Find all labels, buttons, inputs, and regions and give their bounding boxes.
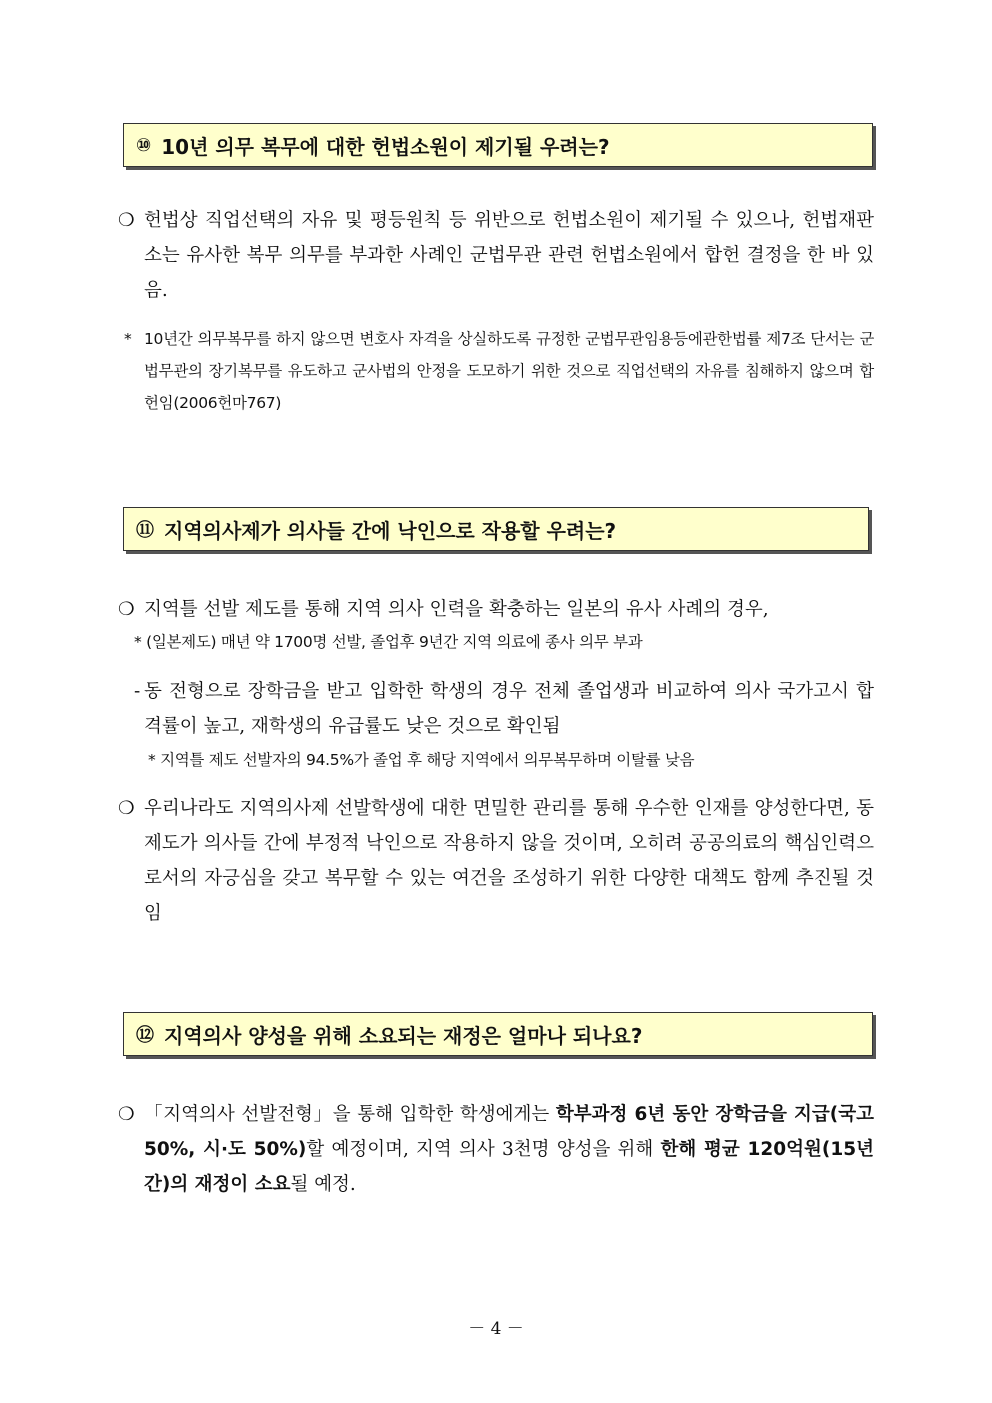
intro-paragraph	[118, 592, 874, 627]
dash-footnote	[148, 744, 874, 776]
funding-highlight-budget: 한해 평균 120억원(15년 간)의 재정이 소요	[144, 1139, 874, 1195]
section-number: ⑫	[136, 1025, 154, 1046]
question-box-11	[123, 507, 869, 551]
conclusion-text: 우리나라도 지역의사제 선발학생에 대한 면밀한 관리를 통해 우수한 인재를 양성한다면, 동 제도가 의사들 간에 부정적 낙인으로 작용하지 않을 것이며, 오히려 공공의료의 핵심인력으로서의 자긍심을 갖고 복무할 수 있는 여건을 조성하기 위한 다양한 대책도 함께 추진될 것임	[144, 798, 874, 924]
question-title: 지역의사 양성을 위해 소요되는 재정은 얼마나 되나요?	[164, 1023, 643, 1048]
dash-text: 동 전형으로 장학금을 받고 입학한 학생의 경우 전체 졸업생과 비교하여 의사 국가고시 합격률이 높고, 재학생의 유급률도 낮은 것으로 확인됨	[144, 681, 874, 737]
question-box-10	[123, 123, 873, 167]
funding-highlight-scholarship: 학부과정 6년 동안 장학금을 지급(국고 50%, 시·도 50%)	[144, 1104, 874, 1160]
question-title: 10년 의무 복무에 대한 헌법소원이 제기될 우려는?	[161, 134, 610, 159]
bullet-icon: ❍	[118, 599, 135, 620]
section-number: ⑪	[136, 520, 154, 541]
question-box-12	[123, 1012, 873, 1056]
answer-paragraph	[118, 203, 874, 308]
intro-footnote	[134, 626, 874, 658]
asterisk-icon: *	[124, 330, 132, 348]
funding-text	[144, 1097, 874, 1202]
conclusion-paragraph	[118, 791, 874, 931]
bullet-icon: ❍	[118, 210, 135, 231]
page-number: － 4 －	[468, 1319, 524, 1339]
footnote-text: 10년간 의무복무를 하지 않으면 변호사 자격을 상실하도록 규정한 군법무관임용등에관한법률 제7조 단서는 군법무관의 장기복무를 유도하고 군사법의 안정을 도모하기 위한 것으로 직업선택의 자유를 침해하지 않으며 합헌임(2006헌마767)	[144, 330, 874, 412]
intro-text: 지역틀 선발 제도를 통해 지역 의사 인력을 확충하는 일본의 유사 사례의 경우,	[144, 599, 769, 620]
bullet-icon: ❍	[118, 798, 135, 819]
funding-text-part2: 할 예정이며, 지역 의사 3천명 양성을 위해	[306, 1139, 661, 1160]
intro-footnote-text: * (일본제도) 매년 약 1700명 선발, 졸업후 9년간 지역 의료에 종사 의무 부과	[134, 633, 643, 651]
section-number: ⑩	[136, 134, 152, 156]
footnote	[124, 323, 874, 419]
funding-text-part1: 「지역의사 선발전형」을 통해 입학한 학생에게는	[144, 1104, 556, 1125]
dash-mark: -	[134, 681, 141, 702]
funding-paragraph	[118, 1097, 874, 1202]
dash-footnote-text: * 지역틀 제도 선발자의 94.5%가 졸업 후 해당 지역에서 의무복무하며 이탈률 낮음	[148, 751, 695, 769]
funding-text-part3: 될 예정.	[290, 1174, 356, 1195]
bullet-icon: ❍	[118, 1104, 135, 1125]
question-title: 지역의사제가 의사들 간에 낙인으로 작용할 우려는?	[164, 518, 617, 543]
answer-text: 헌법상 직업선택의 자유 및 평등원칙 등 위반으로 헌법소원이 제기될 수 있으나, 헌법재판소는 유사한 복무 의무를 부과한 사례인 군법무관 관련 헌법소원에서 합헌 결정을 한 바 있음.	[144, 210, 874, 301]
dash-paragraph	[134, 674, 874, 744]
